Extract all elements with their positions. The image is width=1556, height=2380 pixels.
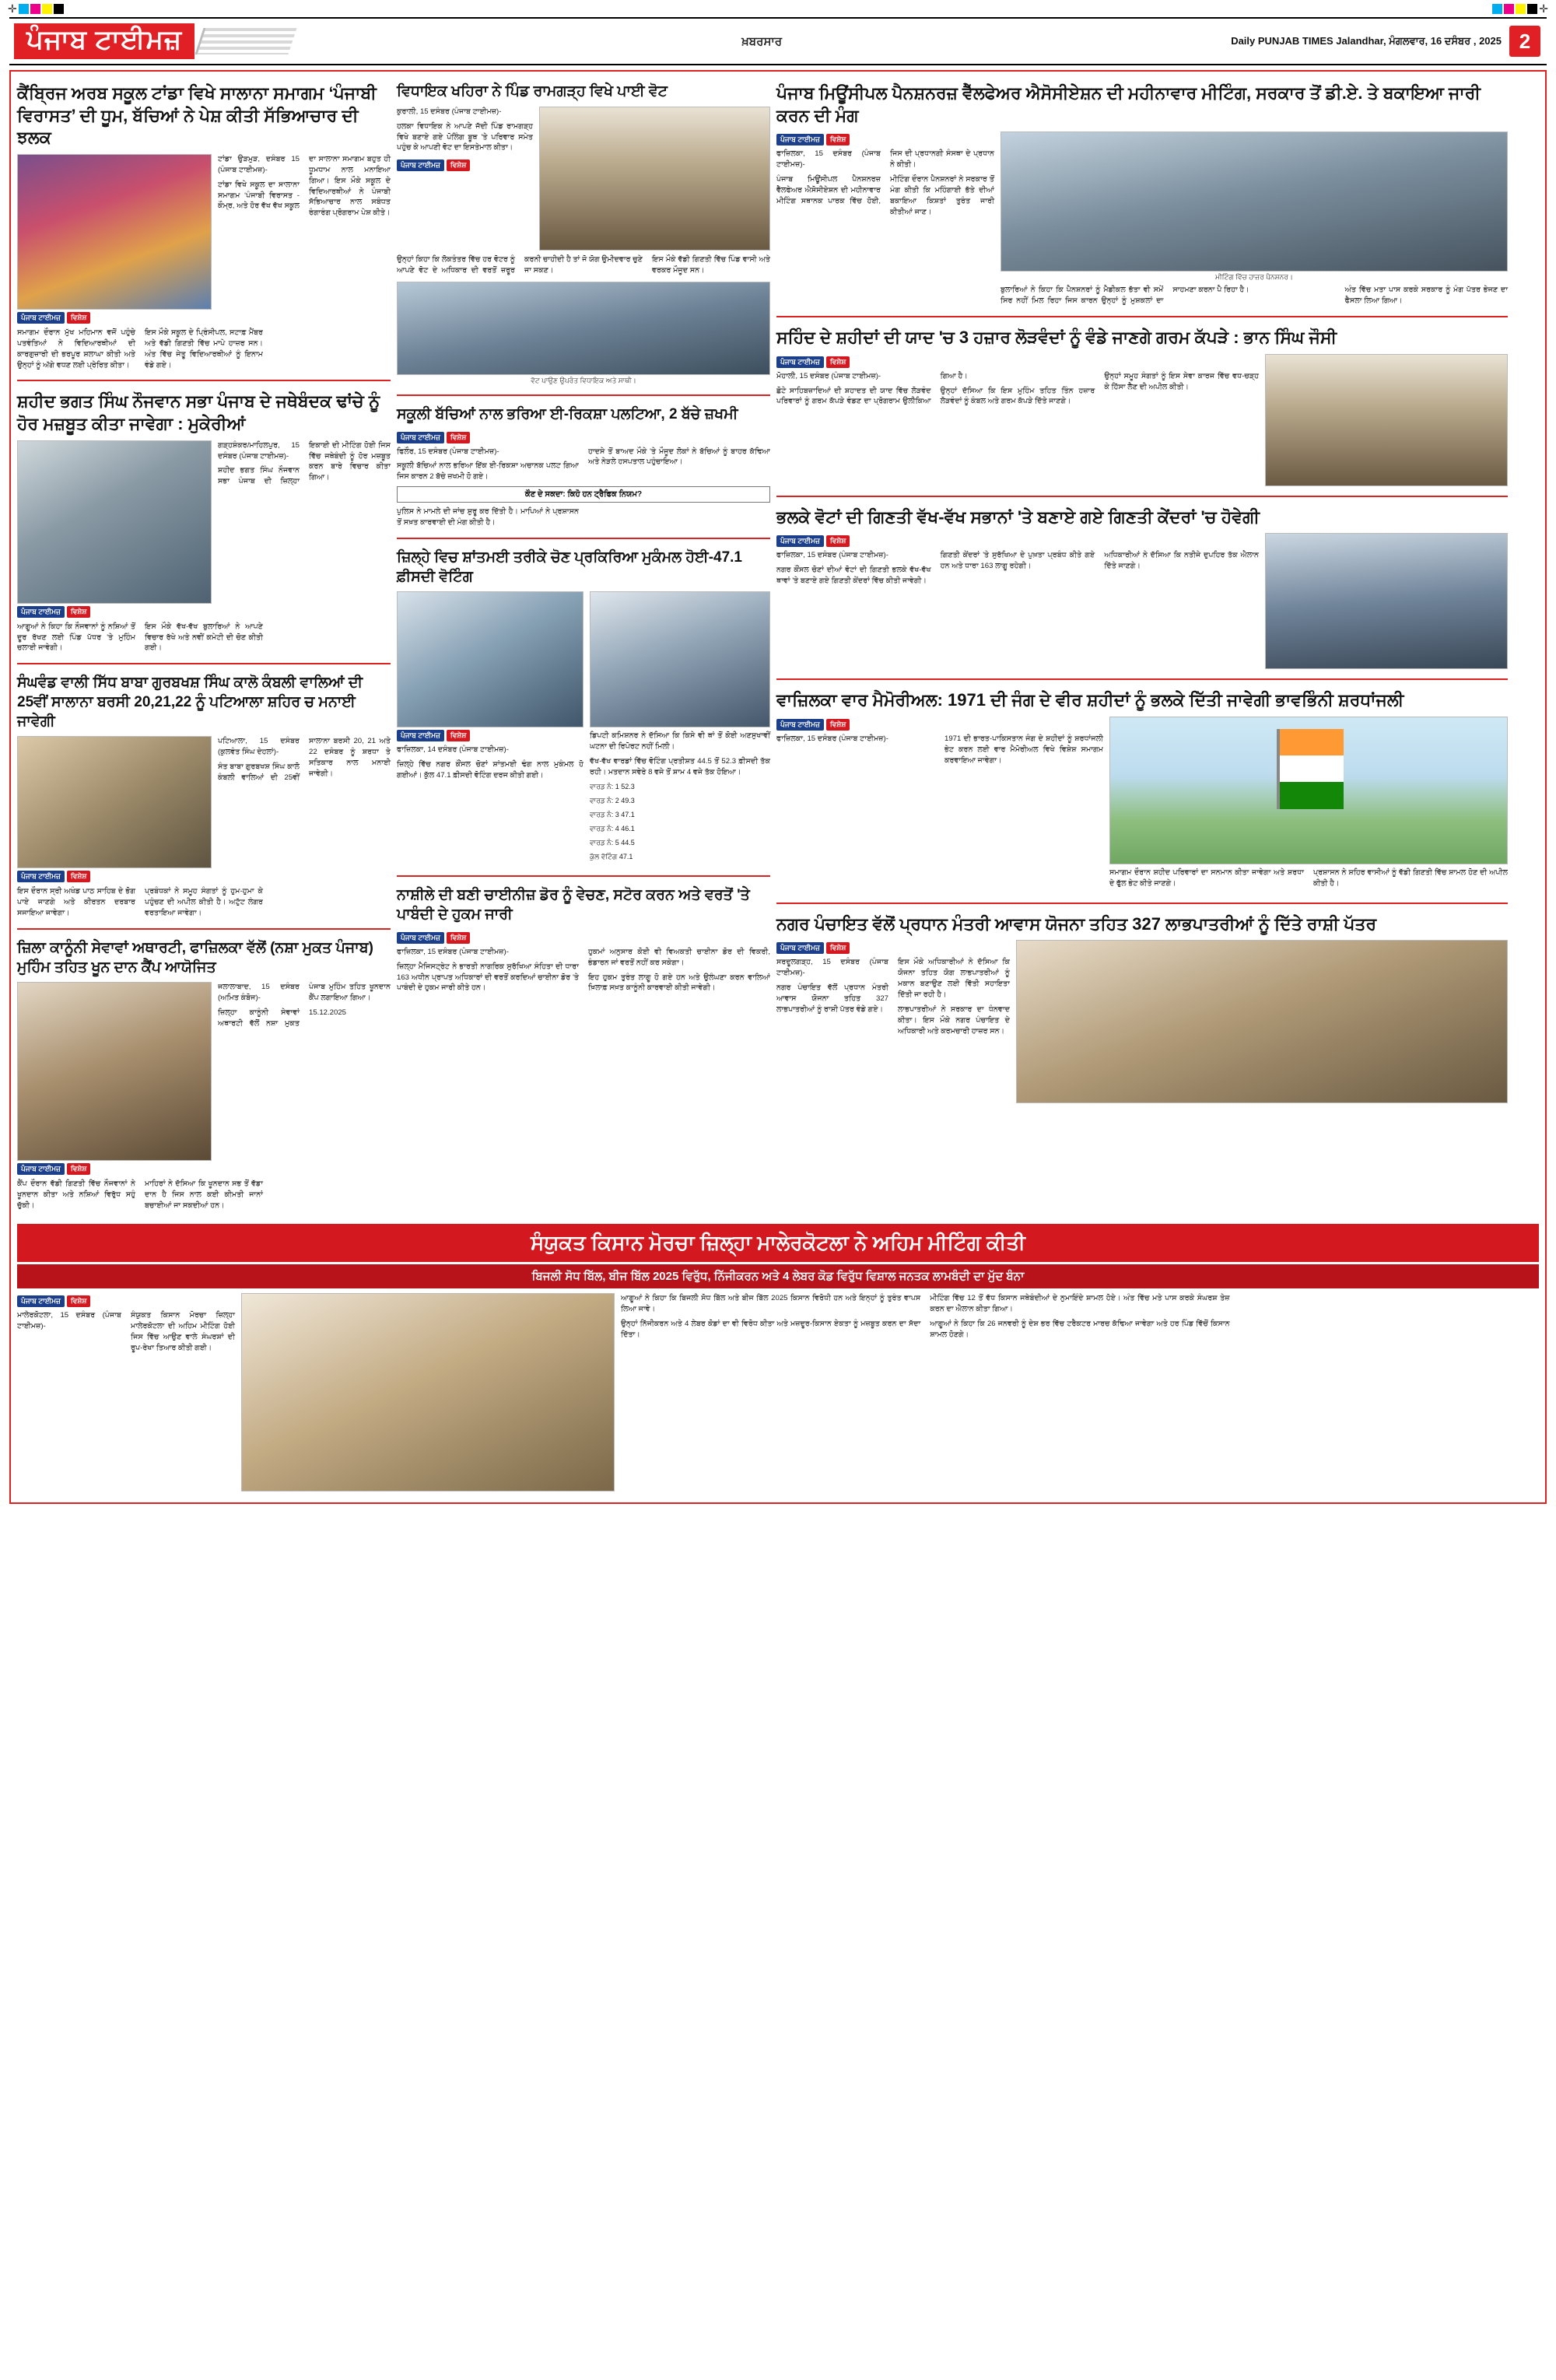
- headline: ਸਕੂਲੀ ਬੱਚਿਆਂ ਨਾਲ ਭਰਿਆ ਈ-ਰਿਕਸ਼ਾ ਪਲਟਿਆ, 2 ਬੱਚੇ ਜ਼ਖਮੀ: [397, 405, 738, 422]
- dateline: ਫਾਜ਼ਿਲਕਾ, 15 ਦਸੰਬਰ (ਪੰਜਾਬ ਟਾਈਮਜ਼)-: [776, 551, 888, 560]
- divider: [17, 380, 391, 381]
- article-body-continued: [590, 731, 770, 778]
- article-body: [218, 154, 391, 324]
- body-paragraph: ਇਸ ਮੌਕੇ ਸਕੂਲ ਦੇ ਪ੍ਰਿੰਸੀਪਲ, ਸਟਾਫ਼ ਮੈਂਬਰ ਅਤੇ ਵੱਡੀ ਗਿਣਤੀ ਵਿੱਚ ਮਾਪੇ ਹਾਜ਼ਰ ਸਨ। ਅੰਤ ਵਿੱਚ ਜੇਤੂ ਵਿਦਿਆਰਥੀਆਂ ਨੂੰ ਇਨਾਮ ਵੰਡੇ ਗਏ।: [145, 328, 263, 370]
- divider: [17, 928, 391, 930]
- yellow-swatch-icon: [1516, 4, 1526, 14]
- article-sandhwand-barsi: [17, 669, 391, 924]
- article-photo: [17, 982, 212, 1161]
- body-paragraph: ਬੁਲਾਰਿਆਂ ਨੇ ਕਿਹਾ ਕਿ ਪੈਨਸ਼ਨਰਾਂ ਨੂੰ ਮੈਡੀਕਲ ਭੱਤਾ ਵੀ ਸਮੇਂ ਸਿਰ ਨਹੀਂ ਮਿਲ ਰਿਹਾ ਜਿਸ ਕਾਰਨ ਉਨ੍ਹਾਂ ਨੂੰ ਮੁਸ਼ਕਲਾਂ ਦਾ ਸਾਹਮਣਾ ਕਰਨਾ ਪੈ ਰਿਹਾ ਹੈ।: [1001, 286, 1249, 306]
- dateline: ਜਲਾਲਾਬਾਦ, 15 ਦਸੰਬਰ (ਅਮਿਤ ਕੰਬੋਜ)-: [218, 983, 300, 1003]
- dateline: ਫਿਲੌਰ, 15 ਦਸੰਬਰ (ਪੰਜਾਬ ਟਾਈਮਜ਼)-: [397, 447, 499, 456]
- article-erickshaw-accident: [397, 401, 770, 533]
- body-paragraph: ਪੰਜਾਬ ਮਿਊਂਸੀਪਲ ਪੈਨਸ਼ਨਰਜ਼ ਵੈੱਲਫੇਅਰ ਐਸੋਸੀਏਸ਼ਨ ਦੀ ਮਹੀਨਾਵਾਰ ਮੀਟਿੰਗ ਸਥਾਨਕ ਪਾਰਕ ਵਿੱਚ ਹੋਈ, ਜਿਸ ਦੀ ਪ੍ਰਧਾਨਗੀ ਸੰਸਥਾ ਦੇ ਪ੍ਰਧਾਨ ਨੇ ਕੀਤੀ।: [776, 149, 994, 205]
- stat-row: [590, 810, 770, 820]
- stat-value: 49.3: [621, 797, 635, 805]
- credit-badge-paper: ਪੰਜਾਬ ਟਾਈਮਜ਼: [17, 1163, 65, 1175]
- article-photo-flag: [1109, 717, 1508, 864]
- article-body: [776, 734, 1103, 766]
- photo-credit: [397, 730, 470, 741]
- article-body-continued: [17, 886, 391, 919]
- dateline: ਮੋਹਾਲੀ, 15 ਦਸੰਬਰ (ਪੰਜਾਬ ਟਾਈਮਜ਼)-: [776, 371, 881, 380]
- article-body-continued: [397, 506, 770, 528]
- headline: ਜ਼ਿਲਾ ਕਾਨੂੰਨੀ ਸੇਵਾਵਾਂ ਅਥਾਰਟੀ, ਫਾਜ਼ਿਲਕਾ ਵੱਲੋਂ (ਨਸ਼ਾ ਮੁਕਤ ਪੰਜਾਬ) ਮੁਹਿੰਮ ਤਹਿਤ ਖੂਨ ਦਾਨ ਕੈਂਪ ਆਯੋਜਿਤ: [17, 940, 373, 976]
- photo-credit: [17, 1163, 90, 1175]
- credit-badge-special: ਵਿਸ਼ੇਸ਼: [67, 312, 91, 324]
- cyan-swatch-icon: [19, 4, 29, 14]
- photo-credit: [17, 312, 90, 324]
- article-warm-clothes-distribution: [776, 322, 1508, 491]
- black-swatch-icon: [1527, 4, 1537, 14]
- article-body: [776, 957, 1010, 1036]
- credit-badge-paper: ਪੰਜਾਬ ਟਾਈਮਜ਼: [397, 730, 444, 741]
- credit-badge-special: ਵਿਸ਼ੇਸ਼: [67, 871, 91, 882]
- stat-label: ਵਾਰਡ ਨੰ: 2: [590, 797, 619, 805]
- feature-subbanner: ਬਿਜਲੀ ਸੋਧ ਬਿੱਲ, ਬੀਜ ਬਿੱਲ 2025 ਵਿਰੁੱਧ, ਨਿੱਜੀਕਰਨ ਅਤੇ 4 ਲੇਬਰ ਕੋਡ ਵਿਰੁੱਧ ਵਿਸ਼ਾਲ ਜਨਤਕ ਲਾਮਬੰਦੀ ਦਾ ਮੁੱਦ ਬੰਨਾ: [17, 1264, 1539, 1289]
- article-mla-vote: [397, 78, 770, 390]
- body-paragraph: ਲਾਭਪਾਤਰੀਆਂ ਨੇ ਸਰਕਾਰ ਦਾ ਧੰਨਵਾਦ ਕੀਤਾ। ਇਸ ਮੌਕੇ ਨਗਰ ਪੰਚਾਇਤ ਦੇ ਅਧਿਕਾਰੀ ਅਤੇ ਕਰਮਚਾਰੀ ਹਾਜ਼ਰ ਸਨ।: [898, 1004, 1010, 1036]
- body-paragraph: ਮੀਟਿੰਗ ਵਿੱਚ 12 ਤੋਂ ਵੱਧ ਕਿਸਾਨ ਜਥੇਬੰਦੀਆਂ ਦੇ ਨੁਮਾਇੰਦੇ ਸ਼ਾਮਲ ਹੋਏ। ਅੰਤ ਵਿੱਚ ਮਤੇ ਪਾਸ ਕਰਕੇ ਸੰਘਰਸ਼ ਤੇਜ਼ ਕਰਨ ਦਾ ਐਲਾਨ ਕੀਤਾ ਗਿਆ।: [930, 1294, 1230, 1314]
- body-paragraph: ਇਸ ਮੌਕੇ ਵੱਖ-ਵੱਖ ਬੁਲਾਰਿਆਂ ਨੇ ਆਪਣੇ ਵਿਚਾਰ ਰੱਖੇ ਅਤੇ ਨਵੀਂ ਕਮੇਟੀ ਦੀ ਚੋਣ ਕੀਤੀ ਗਈ।: [145, 622, 263, 653]
- headline: ਵਾਜ਼ਿਲਕਾ ਵਾਰ ਮੈਮੋਰੀਅਲ: 1971 ਦੀ ਜੰਗ ਦੇ ਵੀਰ ਸ਼ਹੀਦਾਂ ਨੂੰ ਭਲਕੇ ਦਿੱਤੀ ਜਾਵੇਗੀ ਭਾਵਭਿੰਨੀ ਸ਼ਰਧਾਂਜਲੀ: [776, 690, 1404, 710]
- body-paragraph: ਹਾਦਸੇ ਤੋਂ ਬਾਅਦ ਮੌਕੇ 'ਤੇ ਮੌਜੂਦ ਲੋਕਾਂ ਨੇ ਬੱਚਿਆਂ ਨੂੰ ਬਾਹਰ ਕੱਢਿਆ ਅਤੇ ਨੇੜਲੇ ਹਸਪਤਾਲ ਪਹੁੰਚਾਇਆ।: [588, 447, 770, 467]
- photo-credit: [397, 932, 470, 944]
- article-photo: [1265, 354, 1508, 486]
- credit-badge-paper: ਪੰਜਾਬ ਟਾਈਮਜ਼: [17, 1295, 65, 1307]
- credit-badge-special: ਵਿਸ਼ੇਸ਼: [447, 730, 471, 741]
- photo-credit: [776, 356, 850, 368]
- body-paragraph: ਜ਼ਿਲ੍ਹਾ ਮੈਜਿਸਟ੍ਰੇਟ ਨੇ ਭਾਰਤੀ ਨਾਗਰਿਕ ਸੁਰੱਖਿਆ ਸੰਹਿਤਾ ਦੀ ਧਾਰਾ 163 ਅਧੀਨ ਪ੍ਰਾਪਤ ਅਧਿਕਾਰਾਂ ਦੀ ਵਰਤੋਂ ਕਰਦਿਆਂ ਚਾਈਨਾ ਡੋਰ 'ਤੇ ਪਾਬੰਦੀ ਦੇ ਹੁਕਮ ਜਾਰੀ ਕੀਤੇ ਹਨ।: [397, 962, 579, 993]
- divider: [397, 538, 770, 539]
- body-paragraph: ਜ਼ਿਲ੍ਹਾ ਕਾਨੂੰਨੀ ਸੇਵਾਵਾਂ ਅਥਾਰਟੀ ਵੱਲੋਂ ਨਸ਼ਾ ਮੁਕਤ ਪੰਜਾਬ ਮੁਹਿੰਮ ਤਹਿਤ ਖੂਨਦਾਨ ਕੈਂਪ ਲਗਾਇਆ ਗਿਆ।: [218, 983, 391, 1029]
- credit-badge-special: ਵਿਸ਼ੇਸ਼: [67, 606, 91, 618]
- divider: [17, 663, 391, 664]
- stat-value: 44.5: [621, 839, 635, 847]
- body-paragraph: ਨਗਰ ਪੰਚਾਇਤ ਵੱਲੋਂ ਪ੍ਰਧਾਨ ਮੰਤਰੀ ਆਵਾਸ ਯੋਜਨਾ ਤਹਿਤ 327 ਲਾਭਪਾਤਰੀਆਂ ਨੂੰ ਰਾਸ਼ੀ ਪੱਤਰ ਵੰਡੇ ਗਏ।: [776, 983, 888, 1014]
- article-body: [776, 550, 1259, 587]
- body-paragraph: ਉਨ੍ਹਾਂ ਨਿੱਜੀਕਰਨ ਅਤੇ 4 ਲੇਬਰ ਕੋਡਾਂ ਦਾ ਵੀ ਵਿਰੋਧ ਕੀਤਾ ਅਤੇ ਮਜ਼ਦੂਰ-ਕਿਸਾਨ ਏਕਤਾ ਨੂੰ ਮਜ਼ਬੂਤ ਕਰਨ ਦਾ ਸੱਦਾ ਦਿੱਤਾ।: [621, 1320, 921, 1339]
- headline: ਜ਼ਿਲ੍ਹੇ ਵਿਚ ਸ਼ਾਂਤਮਈ ਤਰੀਕੇ ਚੋਣ ਪ੍ਰਕਿਰਿਆ ਮੁਕੰਮਲ ਹੋਈ-47.1 ਫ਼ੀਸਦੀ ਵੋਟਿੰਗ: [397, 549, 742, 585]
- credit-badge-special: ਵਿਸ਼ੇਸ਼: [67, 1295, 91, 1307]
- credit-badge-special: ਵਿਸ਼ੇਸ਼: [826, 942, 850, 954]
- body-paragraph: ਟਾਂਡਾ ਵਿਖੇ ਸਕੂਲ ਦਾ ਸਾਲਾਨਾ ਸਮਾਗਮ ‘ਪੰਜਾਬੀ ਵਿਰਾਸਤ - ਕੌਮ੍ਰ, ਅਤੇ ਹੋਰ ਵੱਖ ਵੱਖ ਸਕੂਲ ਦਾ ਸਾਲਾਨਾ ਸਮਾਗਮ ਬਹੁਤ ਹੀ ਧੂਮਧਾਮ ਨਾਲ ਮਨਾਇਆ ਗਿਆ। ਇਸ ਮੌਕੇ ਸਕੂਲ ਦੇ ਵਿਦਿਆਰਥੀਆਂ ਨੇ ਪੰਜਾਬੀ ਸੱਭਿਆਚਾਰ ਨਾਲ ਸਬੰਧਤ ਰੰਗਾਰੰਗ ਪ੍ਰੋਗਰਾਮ ਪੇਸ਼ ਕੀਤੇ।: [218, 154, 391, 218]
- page-number: 2: [1509, 26, 1540, 57]
- headline: ਨਾਸ਼ੀਲੇ ਦੀ ਬਣੀ ਚਾਈਨੀਜ਼ ਡੋਰ ਨੂੰ ਵੇਚਣ, ਸਟੋਰ ਕਰਨ ਅਤੇ ਵਰਤੋਂ 'ਤੇ ਪਾਬੰਦੀ ਦੇ ਹੁਕਮ ਜਾਰੀ: [397, 887, 750, 924]
- article-body: [397, 107, 533, 154]
- stat-label: ਕੁੱਲ ਵੋਟਿੰਗ: [590, 853, 618, 861]
- page-grid: [17, 78, 1539, 1216]
- credit-badge-special: ਵਿਸ਼ੇਸ਼: [447, 932, 471, 944]
- body-paragraph: ਮਾਹਿਰਾਂ ਨੇ ਦੱਸਿਆ ਕਿ ਖੂਨਦਾਨ ਸਭ ਤੋਂ ਵੱਡਾ ਦਾਨ ਹੈ ਜਿਸ ਨਾਲ ਕਈ ਕੀਮਤੀ ਜਾਨਾਂ ਬਚਾਈਆਂ ਜਾ ਸਕਦੀਆਂ ਹਨ।: [145, 1179, 263, 1211]
- page-frame: [9, 70, 1547, 1504]
- section-title: ਖ਼ਬਰਸਾਰ: [741, 34, 783, 48]
- stat-row: [590, 824, 770, 834]
- divider: [776, 316, 1508, 317]
- body-paragraph: ਪ੍ਰਬੰਧਕਾਂ ਨੇ ਸਮੂਹ ਸੰਗਤਾਂ ਨੂੰ ਹੁਮ-ਹੁਮਾ ਕੇ ਪਹੁੰਚਣ ਦੀ ਅਪੀਲ ਕੀਤੀ ਹੈ। ਅਟੁੱਟ ਲੰਗਰ ਵਰਤਾਇਆ ਜਾਵੇਗਾ।: [145, 887, 263, 918]
- stat-row: [590, 838, 770, 848]
- body-paragraph: ਇਸ ਮੌਕੇ ਵੱਡੀ ਗਿਣਤੀ ਵਿੱਚ ਪਿੰਡ ਵਾਸੀ ਅਤੇ ਵਰਕਰ ਮੌਜੂਦ ਸਨ।: [652, 254, 770, 275]
- body-paragraph: ਆਗੂਆਂ ਨੇ ਕਿਹਾ ਕਿ ਬਿਜਲੀ ਸੋਧ ਬਿੱਲ ਅਤੇ ਬੀਜ ਬਿੱਲ 2025 ਕਿਸਾਨ ਵਿਰੋਧੀ ਹਨ ਅਤੇ ਇਨ੍ਹਾਂ ਨੂੰ ਤੁਰੰਤ ਵਾਪਸ ਲਿਆ ਜਾਵੇ।: [621, 1294, 921, 1314]
- credit-badge-special: ਵਿਸ਼ੇਸ਼: [826, 535, 850, 547]
- article-photo: [1001, 131, 1508, 272]
- credit-badge-paper: ਪੰਜਾਬ ਟਾਈਮਜ਼: [17, 606, 65, 618]
- note-date: 15.12.2025: [309, 1008, 347, 1018]
- article-body: [776, 371, 1259, 408]
- article-photo: [17, 736, 212, 868]
- photo-credit: [776, 719, 850, 731]
- headline: ਨਗਰ ਪੰਚਾਇਤ ਵੱਲੋਂ ਪ੍ਰਧਾਨ ਮੰਤਰੀ ਆਵਾਸ ਯੋਜਨਾ ਤਹਿਤ 327 ਲਾਭਪਾਤਰੀਆਂ ਨੂੰ ਦਿੱਤੇ ਰਾਸ਼ੀ ਪੱਤਰ: [776, 913, 1377, 934]
- article-pm-awas-yojana: [776, 909, 1508, 1109]
- divider: [397, 875, 770, 877]
- column-right: [776, 78, 1508, 1216]
- credit-badge-paper: ਪੰਜਾਬ ਟਾਈਮਜ਼: [776, 942, 824, 954]
- article-body: [397, 947, 770, 998]
- article-photo: [397, 591, 584, 727]
- stat-row: [590, 796, 770, 806]
- article-body-continued: [397, 254, 770, 279]
- photo-credit: [776, 134, 850, 145]
- article-body: [17, 1310, 235, 1354]
- registration-cross-icon: ✛: [1539, 2, 1548, 15]
- article-photo: [17, 440, 212, 604]
- dateline: ਸਰਦੂਲਗੜ੍ਹ, 15 ਦਸੰਬਰ (ਪੰਜਾਬ ਟਾਈਮਜ਼)-: [776, 958, 888, 978]
- article-shaheed-bhagat-singh: [17, 386, 391, 658]
- article-kisan-morcha: [17, 1221, 1539, 1496]
- body-paragraph: ਸਮਾਗਮ ਦੌਰਾਨ ਮੁੱਖ ਮਹਿਮਾਨ ਵਜੋਂ ਪਹੁੰਚੇ ਪਤਵੰਤਿਆਂ ਨੇ ਵਿਦਿਆਰਥੀਆਂ ਦੀ ਕਾਰਗੁਜ਼ਾਰੀ ਦੀ ਭਰਪੂਰ ਸ਼ਲਾਘਾ ਕੀਤੀ ਅਤੇ ਉਨ੍ਹਾਂ ਨੂੰ ਅੱਗੇ ਵਧਣ ਲਈ ਪ੍ਰੇਰਿਤ ਕੀਤਾ।: [17, 328, 135, 370]
- divider: [776, 903, 1508, 904]
- headline: ਕੈਂਬ੍ਰਿਜ ਅਰਬ ਸਕੂਲ ਟਾਂਡਾ ਵਿਖੇ ਸਾਲਾਨਾ ਸਮਾਗਮ ‘ਪੰਜਾਬੀ ਵਿਰਾਸਤ’ ਦੀ ਧੂਮ, ਬੱਚਿਆਂ ਨੇ ਪੇਸ਼ ਕੀਤੀ ਸੱਭਿਆਚਾਰ ਦੀ ਝਲਕ: [17, 83, 377, 148]
- article-war-memorial-1971: [776, 685, 1508, 897]
- stat-value: 52.3: [621, 783, 635, 791]
- article-photo: [17, 154, 212, 310]
- body-paragraph: ਡਿਪਟੀ ਕਮਿਸ਼ਨਰ ਨੇ ਦੱਸਿਆ ਕਿ ਕਿਸੇ ਵੀ ਥਾਂ ਤੋਂ ਕੋਈ ਅਣਸੁਖਾਵੀਂ ਘਟਨਾ ਦੀ ਰਿਪੋਰਟ ਨਹੀਂ ਮਿਲੀ।: [590, 731, 770, 752]
- body-paragraph: ਸਕੂਲੀ ਬੱਚਿਆਂ ਨਾਲ ਭਰਿਆ ਇੱਕ ਈ-ਰਿਕਸ਼ਾ ਅਚਾਨਕ ਪਲਟ ਗਿਆ ਜਿਸ ਕਾਰਨ 2 ਬੱਚੇ ਜ਼ਖਮੀ ਹੋ ਗਏ।: [397, 461, 579, 482]
- article-body-continued: [621, 1293, 1539, 1491]
- article-body: [218, 736, 391, 882]
- stat-label: ਵਾਰਡ ਨੰ: 5: [590, 839, 619, 847]
- headline: ਵਿਧਾਇਕ ਖਹਿਰਾ ਨੇ ਪਿੰਡ ਰਾਮਗੜ੍ਹ ਵਿਖੇ ਪਾਈ ਵੋਟ: [397, 83, 668, 100]
- article-body: [218, 982, 391, 1175]
- credit-badge-paper: ਪੰਜਾਬ ਟਾਈਮਜ਼: [776, 356, 824, 368]
- dateline: ਫਾਜ਼ਿਲਕਾ, 15 ਦਸੰਬਰ (ਪੰਜਾਬ ਟਾਈਮਜ਼)-: [776, 149, 881, 170]
- dateline: ਗੜ੍ਹਸ਼ੰਕਰ/ਮਾਹਿਲਪੁਰ, 15 ਦਸੰਬਰ (ਪੰਜਾਬ ਟਾਈਮਜ਼)-: [218, 440, 300, 461]
- article-body: [776, 149, 994, 217]
- photo-credit: [776, 942, 850, 954]
- body-paragraph: ਅੰਤ ਵਿੱਚ ਮਤਾ ਪਾਸ ਕਰਕੇ ਸਰਕਾਰ ਨੂੰ ਮੰਗ ਪੱਤਰ ਭੇਜਣ ਦਾ ਫੈਸਲਾ ਲਿਆ ਗਿਆ।: [1344, 286, 1508, 306]
- dateline: ਫਾਜ਼ਿਲਕਾ, 14 ਦਸੰਬਰ (ਪੰਜਾਬ ਟਾਈਮਜ਼)-: [397, 745, 509, 755]
- article-photo: [1265, 533, 1508, 669]
- photo-credit: [397, 432, 470, 443]
- newspaper-logo: ਪੰਜਾਬ ਟਾਈਮਜ਼: [14, 23, 194, 59]
- pull-quote: ਕੌਣ ਦੇ ਸਕਦਾ: ਕਿਹੋ ਹਨ ਟ੍ਰੈਫਿਕ ਨਿਯਮ?: [397, 486, 770, 503]
- credit-badge-special: ਵਿਸ਼ੇਸ਼: [826, 134, 850, 145]
- body-paragraph: ਮੀਟਿੰਗ ਦੌਰਾਨ ਪੈਨਸ਼ਨਰਾਂ ਨੇ ਸਰਕਾਰ ਤੋਂ ਮੰਗ ਕੀਤੀ ਕਿ ਮਹਿੰਗਾਈ ਭੱਤੇ ਦੀਆਂ ਬਕਾਇਆ ਕਿਸ਼ਤਾਂ ਤੁਰੰਤ ਜਾਰੀ ਕੀਤੀਆਂ ਜਾਣ।: [890, 175, 994, 216]
- dateline: ਫਾਜ਼ਿਲਕਾ, 15 ਦਸੰਬਰ (ਪੰਜਾਬ ਟਾਈਮਜ਼)-: [776, 734, 888, 743]
- body-paragraph: ਹਲਕਾ ਵਿਧਾਇਕ ਨੇ ਆਪਣੇ ਜੱਦੀ ਪਿੰਡ ਰਾਮਗੜ੍ਹ ਵਿਖੇ ਬਣਾਏ ਗਏ ਪੋਲਿੰਗ ਬੂਥ 'ਤੇ ਪਰਿਵਾਰ ਸਮੇਤ ਪਹੁੰਚ ਕੇ ਆਪਣੀ ਵੋਟ ਦਾ ਇਸਤੇਮਾਲ ਕੀਤਾ।: [397, 121, 533, 152]
- photo-credit: [17, 871, 90, 882]
- stat-row: [590, 852, 770, 862]
- dateline: ਕੁਰਾਲੀ, 15 ਦਸੰਬਰ (ਪੰਜਾਬ ਟਾਈਮਜ਼)-: [397, 107, 502, 116]
- column-middle: [397, 78, 770, 1216]
- ward-stats-list: [590, 782, 770, 862]
- headline: ਸੰਘਵੰਡ ਵਾਲੀ ਸਿੱਧ ਬਾਬਾ ਗੁਰਬਖਸ਼ ਸਿੰਘ ਕਾਲੋ ਕੰਬਲੀ ਵਾਲਿਆਂ ਦੀ 25ਵੀਂ ਸਾਲਾਨਾ ਬਰਸੀ 20,21,22 ਨੂੰ ਪਟਿਆਲਾ ਸ਼ਹਿਰ ਚ ਮਨਾਈ ਜਾਵੇਗੀ: [17, 675, 363, 730]
- article-photo: [1016, 940, 1508, 1103]
- photo-credit: [397, 159, 470, 171]
- body-paragraph: ਛੋਟੇ ਸਾਹਿਬਜ਼ਾਦਿਆਂ ਦੀ ਸ਼ਹਾਦਤ ਦੀ ਯਾਦ ਵਿੱਚ ਲੋੜਵੰਦ ਪਰਿਵਾਰਾਂ ਨੂੰ ਗਰਮ ਕੱਪੜੇ ਵੰਡਣ ਦਾ ਪ੍ਰੋਗਰਾਮ ਉਲੀਕਿਆ ਗਿਆ ਹੈ।: [776, 371, 968, 406]
- headline: ਪੰਜਾਬ ਮਿਊਂਸੀਪਲ ਪੈਨਸ਼ਨਰਜ਼ ਵੈੱਲਫੇਅਰ ਐਸੋਸੀਏਸ਼ਨ ਦੀ ਮਹੀਨਾਵਾਰ ਮੀਟਿੰਗ, ਸਰਕਾਰ ਤੋਂ ਡੀ.ਏ. ਤੇ ਬਕਾਇਆ ਜਾਰੀ ਕਰਨ ਦੀ ਮੰਗ: [776, 83, 1481, 125]
- yellow-swatch-icon: [42, 4, 52, 14]
- body-paragraph: ਉਨ੍ਹਾਂ ਕਿਹਾ ਕਿ ਲੋਕਤੰਤਰ ਵਿੱਚ ਹਰ ਵੋਟਰ ਨੂੰ ਆਪਣੇ ਵੋਟ ਦੇ ਅਧਿਕਾਰ ਦੀ ਵਰਤੋਂ ਜ਼ਰੂਰ ਕਰਨੀ ਚਾਹੀਦੀ ਹੈ ਤਾਂ ਜੋ ਯੋਗ ਉਮੀਦਵਾਰ ਚੁਣੇ ਜਾ ਸਕਣ।: [397, 254, 643, 275]
- credit-badge-special: ਵਿਸ਼ੇਸ਼: [447, 432, 471, 443]
- body-paragraph: ਉਨ੍ਹਾਂ ਸਮੂਹ ਸੰਗਤਾਂ ਨੂੰ ਇਸ ਸੇਵਾ ਕਾਰਜ ਵਿੱਚ ਵਧ-ਚੜ੍ਹ ਕੇ ਹਿੱਸਾ ਲੈਣ ਦੀ ਅਪੀਲ ਕੀਤੀ।: [1104, 371, 1259, 391]
- body-paragraph: ਗਿਣਤੀ ਕੇਂਦਰਾਂ 'ਤੇ ਸੁਰੱਖਿਆ ਦੇ ਪੁਖ਼ਤਾ ਪ੍ਰਬੰਧ ਕੀਤੇ ਗਏ ਹਨ ਅਤੇ ਧਾਰਾ 163 ਲਾਗੂ ਰਹੇਗੀ।: [940, 551, 1095, 571]
- article-photo-secondary: [590, 591, 770, 727]
- article-blood-donation-camp: [17, 934, 391, 1216]
- photo-caption: ਮੀਟਿੰਗ ਵਿੱਚ ਹਾਜ਼ਰ ਪੈਨਸ਼ਨਰ।: [1215, 273, 1293, 282]
- body-paragraph: ਆਗੂਆਂ ਨੇ ਕਿਹਾ ਕਿ 26 ਜਨਵਰੀ ਨੂੰ ਦੇਸ਼ ਭਰ ਵਿੱਚ ਟਰੈਕਟਰ ਮਾਰਚ ਕੱਢਿਆ ਜਾਵੇਗਾ ਅਤੇ ਹਰ ਪਿੰਡ ਵਿੱਚੋਂ ਕਿਸਾਨ ਸ਼ਾਮਲ ਹੋਣਗੇ।: [930, 1320, 1230, 1339]
- body-paragraph: ਸੰਤ ਬਾਬਾ ਗੁਰਬਖਸ਼ ਸਿੰਘ ਕਾਲੋ ਕੰਬਲੀ ਵਾਲਿਆਂ ਦੀ 25ਵੀਂ ਸਾਲਾਨਾ ਬਰਸੀ 20, 21 ਅਤੇ 22 ਦਸੰਬਰ ਨੂੰ ਸ਼ਰਧਾ ਤੇ ਸਤਿਕਾਰ ਨਾਲ ਮਨਾਈ ਜਾਵੇਗੀ।: [218, 737, 391, 783]
- body-paragraph: ਕੈਂਪ ਦੌਰਾਨ ਵੱਡੀ ਗਿਣਤੀ ਵਿੱਚ ਨੌਜਵਾਨਾਂ ਨੇ ਖੂਨਦਾਨ ਕੀਤਾ ਅਤੇ ਨਸ਼ਿਆਂ ਵਿਰੁੱਧ ਸਹੁੰ ਚੁੱਕੀ।: [17, 1179, 135, 1211]
- body-paragraph: ਅਧਿਕਾਰੀਆਂ ਨੇ ਦੱਸਿਆ ਕਿ ਨਤੀਜੇ ਦੁਪਹਿਰ ਤੱਕ ਐਲਾਨ ਦਿੱਤੇ ਜਾਣਗੇ।: [1104, 551, 1259, 571]
- cmyk-marks-left: [8, 2, 64, 16]
- article-body-continued: [1001, 285, 1508, 307]
- registration-cross-icon: ✛: [8, 2, 17, 15]
- body-paragraph: ਉਨ੍ਹਾਂ ਦੱਸਿਆ ਕਿ ਇਸ ਮੁਹਿੰਮ ਤਹਿਤ ਤਿੰਨ ਹਜ਼ਾਰ ਲੋੜਵੰਦਾਂ ਨੂੰ ਕੰਬਲ ਅਤੇ ਗਰਮ ਕੱਪੜੇ ਦਿੱਤੇ ਜਾਣਗੇ।: [940, 386, 1095, 406]
- edition-line: Daily PUNJAB TIMES Jalandhar, ਮੰਗਲਵਾਰ, 16 ਦਸੰਬਰ , 2025: [1231, 35, 1502, 47]
- headline: ਭਲਕੇ ਵੋਟਾਂ ਦੀ ਗਿਣਤੀ ਵੱਖ-ਵੱਖ ਸਭਾਨਾਂ 'ਤੇ ਬਣਾਏ ਗਏ ਗਿਣਤੀ ਕੇਂਦਰਾਂ 'ਚ ਹੋਵੇਗੀ: [776, 506, 1260, 527]
- article-photo: [241, 1293, 615, 1491]
- dateline: ਫਾਜ਼ਿਲਕਾ, 15 ਦਸੰਬਰ (ਪੰਜਾਬ ਟਾਈਮਜ਼)-: [397, 947, 509, 956]
- credit-badge-special: ਵਿਸ਼ੇਸ਼: [826, 719, 850, 731]
- credit-badge-special: ਵਿਸ਼ੇਸ਼: [67, 1163, 91, 1175]
- dateline: ਪਟਿਆਲਾ, 15 ਦਸੰਬਰ (ਕੁਲਵੰਤ ਸਿੰਘ ਦੇਹਲਾਂ)-: [218, 737, 300, 757]
- body-paragraph: ਹੁਕਮਾਂ ਅਨੁਸਾਰ ਕੋਈ ਵੀ ਵਿਅਕਤੀ ਚਾਈਨਾ ਡੋਰ ਦੀ ਵਿਕਰੀ, ਭੰਡਾਰਨ ਜਾਂ ਵਰਤੋਂ ਨਹੀਂ ਕਰ ਸਕੇਗਾ।: [588, 947, 770, 967]
- dateline: ਟਾਂਡਾ ਉੜਮੁੜ, ਦਸੰਬਰ 15 (ਪੰਜਾਬ ਟਾਈਮਜ਼)-: [218, 154, 300, 174]
- credit-badge-paper: ਪੰਜਾਬ ਟਾਈਮਜ਼: [397, 932, 444, 944]
- headline: ਸਹਿੰਦ ਦੇ ਸ਼ਹੀਦਾਂ ਦੀ ਯਾਦ 'ਚ 3 ਹਜ਼ਾਰ ਲੋੜਵੰਦਾਂ ਨੂੰ ਵੰਡੇ ਜਾਣਗੇ ਗਰਮ ਕੱਪੜੇ : ਭਾਨ ਸਿੰਘ ਜੌਸੀ: [776, 328, 1337, 347]
- body-paragraph: ਸੰਯੁਕਤ ਕਿਸਾਨ ਮੋਰਚਾ ਜ਼ਿਲ੍ਹਾ ਮਾਲੇਰਕੋਟਲਾ ਦੀ ਅਹਿਮ ਮੀਟਿੰਗ ਹੋਈ ਜਿਸ ਵਿੱਚ ਆਉਣ ਵਾਲੇ ਸੰਘਰਸ਼ਾਂ ਦੀ ਰੂਪ-ਰੇਖਾ ਤਿਆਰ ਕੀਤੀ ਗਈ।: [131, 1311, 235, 1352]
- divider: [397, 394, 770, 396]
- masthead-stripes-decor: [195, 28, 297, 54]
- body-paragraph: ਆਗੂਆਂ ਨੇ ਕਿਹਾ ਕਿ ਨੌਜਵਾਨਾਂ ਨੂੰ ਨਸ਼ਿਆਂ ਤੋਂ ਦੂਰ ਰੱਖਣ ਲਈ ਪਿੰਡ ਪੱਧਰ 'ਤੇ ਮੁਹਿੰਮ ਚਲਾਈ ਜਾਵੇਗੀ।: [17, 622, 135, 653]
- body-paragraph: ਇਸ ਦੌਰਾਨ ਸ੍ਰੀ ਅਖੰਡ ਪਾਠ ਸਾਹਿਬ ਦੇ ਭੋਗ ਪਾਏ ਜਾਣਗੇ ਅਤੇ ਕੀਰਤਨ ਦਰਬਾਰ ਸਜਾਇਆ ਜਾਵੇਗਾ।: [17, 887, 135, 918]
- body-paragraph: ਸ਼ਹੀਦ ਭਗਤ ਸਿੰਘ ਨੌਜਵਾਨ ਸਭਾ ਪੰਜਾਬ ਦੀ ਜ਼ਿਲ੍ਹਾ ਇਕਾਈ ਦੀ ਮੀਟਿੰਗ ਹੋਈ ਜਿਸ ਵਿੱਚ ਜਥੇਬੰਦੀ ਨੂੰ ਹੋਰ ਮਜ਼ਬੂਤ ਕਰਨ ਬਾਰੇ ਵਿਚਾਰ ਕੀਤਾ ਗਿਆ।: [218, 440, 391, 486]
- photo-credit: [17, 606, 90, 618]
- stat-label: ਵਾਰਡ ਨੰ: 4: [590, 825, 619, 833]
- article-china-door-ban: [397, 882, 770, 1002]
- cyan-swatch-icon: [1492, 4, 1502, 14]
- article-body-continued: [17, 622, 391, 654]
- body-paragraph: ਪ੍ਰਸ਼ਾਸਨ ਨੇ ਸ਼ਹਿਰ ਵਾਸੀਆਂ ਨੂੰ ਵੱਡੀ ਗਿਣਤੀ ਵਿੱਚ ਸ਼ਾਮਲ ਹੋਣ ਦੀ ਅਪੀਲ ਕੀਤੀ ਹੈ।: [1313, 868, 1508, 888]
- body-paragraph: ਜ਼ਿਲ੍ਹੇ ਵਿੱਚ ਨਗਰ ਕੌਂਸਲ ਚੋਣਾਂ ਸ਼ਾਂਤਮਈ ਢੰਗ ਨਾਲ ਮੁਕੰਮਲ ਹੋ ਗਈਆਂ। ਕੁੱਲ 47.1 ਫ਼ੀਸਦੀ ਵੋਟਿੰਗ ਦਰਜ ਕੀਤੀ ਗਈ।: [397, 760, 584, 780]
- article-photo-secondary: [397, 282, 770, 375]
- body-paragraph: ਸਮਾਗਮ ਦੌਰਾਨ ਸ਼ਹੀਦ ਪਰਿਵਾਰਾਂ ਦਾ ਸਨਮਾਨ ਕੀਤਾ ਜਾਵੇਗਾ ਅਤੇ ਸ਼ਰਧਾ ਦੇ ਫੁੱਲ ਭੇਟ ਕੀਤੇ ਜਾਣਗੇ।: [1109, 868, 1304, 888]
- article-body: [397, 745, 584, 781]
- article-voting-percentage: [397, 544, 770, 871]
- print-registration-bar: [0, 0, 1556, 17]
- credit-badge-paper: ਪੰਜਾਬ ਟਾਈਮਜ਼: [397, 432, 444, 443]
- photo-credit: [776, 535, 850, 547]
- photo-credit: [17, 1295, 90, 1307]
- masthead: [9, 17, 1547, 65]
- divider: [776, 678, 1508, 680]
- article-municipal-pensioners: [776, 78, 1508, 311]
- stat-label: ਵਾਰਡ ਨੰ: 3: [590, 811, 619, 819]
- credit-badge-paper: ਪੰਜਾਬ ਟਾਈਮਜ਼: [776, 134, 824, 145]
- article-body: [218, 440, 391, 618]
- stat-value: 47.1: [621, 811, 635, 819]
- article-counting-centres: [776, 502, 1508, 675]
- stat-value: 47.1: [619, 853, 633, 861]
- credit-badge-special: ਵਿਸ਼ੇਸ਼: [826, 356, 850, 368]
- stat-label: ਵਾਰਡ ਨੰ: 1: [590, 783, 619, 791]
- masthead-right: [1231, 26, 1547, 57]
- body-paragraph: ਵੱਖ-ਵੱਖ ਵਾਰਡਾਂ ਵਿੱਚ ਵੋਟਿੰਗ ਪ੍ਰਤੀਸ਼ਤ 44.5 ਤੋਂ 52.3 ਫ਼ੀਸਦੀ ਤੱਕ ਰਹੀ। ਮਤਦਾਨ ਸਵੇਰੇ 8 ਵਜੇ ਤੋਂ ਸ਼ਾਮ 4 ਵਜੇ ਤੱਕ ਹੋਇਆ।: [590, 757, 770, 777]
- body-paragraph: ਇਸ ਮੌਕੇ ਅਧਿਕਾਰੀਆਂ ਨੇ ਦੱਸਿਆ ਕਿ ਯੋਜਨਾ ਤਹਿਤ ਯੋਗ ਲਾਭਪਾਤਰੀਆਂ ਨੂੰ ਮਕਾਨ ਬਣਾਉਣ ਲਈ ਵਿੱਤੀ ਸਹਾਇਤਾ ਦਿੱਤੀ ਜਾ ਰਹੀ ਹੈ।: [898, 958, 1010, 999]
- article-body-continued: [17, 328, 391, 371]
- dateline: ਮਾਲੇਰਕੋਟਲਾ, 15 ਦਸੰਬਰ (ਪੰਜਾਬ ਟਾਈਮਜ਼)-: [17, 1311, 121, 1331]
- cmyk-marks-right: [1492, 2, 1548, 16]
- body-paragraph: 1971 ਦੀ ਭਾਰਤ-ਪਾਕਿਸਤਾਨ ਜੰਗ ਦੇ ਸ਼ਹੀਦਾਂ ਨੂੰ ਸ਼ਰਧਾਂਜਲੀ ਭੇਟ ਕਰਨ ਲਈ ਵਾਰ ਮੈਮੋਰੀਅਲ ਵਿਖੇ ਵਿਸ਼ੇਸ਼ ਸਮਾਗਮ ਕਰਵਾਇਆ ਜਾਵੇਗਾ।: [944, 734, 1103, 765]
- credit-badge-special: ਵਿਸ਼ੇਸ਼: [447, 159, 471, 171]
- credit-badge-paper: ਪੰਜਾਬ ਟਾਈਮਜ਼: [17, 312, 65, 324]
- stat-row: [590, 782, 770, 792]
- article-cambridge-school: [17, 78, 391, 375]
- article-photo: [539, 107, 770, 251]
- black-swatch-icon: [54, 4, 64, 14]
- column-left: [17, 78, 391, 1216]
- magenta-swatch-icon: [30, 4, 40, 14]
- article-body-continued: [1109, 868, 1508, 893]
- article-body-continued: [17, 1179, 391, 1211]
- magenta-swatch-icon: [1504, 4, 1514, 14]
- credit-badge-paper: ਪੰਜਾਬ ਟਾਈਮਜ਼: [397, 159, 444, 171]
- body-paragraph: ਇਹ ਹੁਕਮ ਤੁਰੰਤ ਲਾਗੂ ਹੋ ਗਏ ਹਨ ਅਤੇ ਉਲੰਘਣਾ ਕਰਨ ਵਾਲਿਆਂ ਖ਼ਿਲਾਫ਼ ਸਖ਼ਤ ਕਾਨੂੰਨੀ ਕਾਰਵਾਈ ਕੀਤੀ ਜਾਵੇਗੀ।: [588, 973, 770, 993]
- credit-badge-paper: ਪੰਜਾਬ ਟਾਈਮਜ਼: [776, 535, 824, 547]
- photo-caption: ਵੋਟ ਪਾਉਣ ਉਪਰੰਤ ਵਿਧਾਇਕ ਅਤੇ ਸਾਥੀ।: [531, 376, 636, 384]
- divider: [776, 496, 1508, 497]
- body-paragraph: ਨਗਰ ਕੌਂਸਲ ਚੋਣਾਂ ਦੀਆਂ ਵੋਟਾਂ ਦੀ ਗਿਣਤੀ ਭਲਕੇ ਵੱਖ-ਵੱਖ ਥਾਵਾਂ 'ਤੇ ਬਣਾਏ ਗਏ ਗਿਣਤੀ ਕੇਂਦਰਾਂ ਵਿੱਚ ਕੀਤੀ ਜਾਵੇਗੀ।: [776, 566, 931, 585]
- body-paragraph: ਪੁਲਿਸ ਨੇ ਮਾਮਲੇ ਦੀ ਜਾਂਚ ਸ਼ੁਰੂ ਕਰ ਦਿੱਤੀ ਹੈ। ਮਾਪਿਆਂ ਨੇ ਪ੍ਰਸ਼ਾਸਨ ਤੋਂ ਸਖ਼ਤ ਕਾਰਵਾਈ ਦੀ ਮੰਗ ਕੀਤੀ ਹੈ।: [397, 507, 579, 528]
- article-body: [397, 447, 770, 483]
- credit-badge-paper: ਪੰਜਾਬ ਟਾਈਮਜ਼: [17, 871, 65, 882]
- credit-badge-paper: ਪੰਜਾਬ ਟਾਈਮਜ਼: [776, 719, 824, 731]
- headline: ਸ਼ਹੀਦ ਭਗਤ ਸਿੰਘ ਨੌਜਵਾਨ ਸਭਾ ਪੰਜਾਬ ਦੇ ਜਥੇਬੰਦਕ ਢਾਂਚੇ ਨੂੰ ਹੋਰ ਮਜ਼ਬੂਤ ਕੀਤਾ ਜਾਵੇਗਾ : ਮੁਕੇਰੀਆਂ: [17, 391, 380, 433]
- feature-banner: ਸੰਯੁਕਤ ਕਿਸਾਨ ਮੋਰਚਾ ਜ਼ਿਲ੍ਹਾ ਮਾਲੇਰਕੋਟਲਾ ਨੇ ਅਹਿਮ ਮੀਟਿੰਗ ਕੀਤੀ: [17, 1224, 1539, 1262]
- stat-value: 46.1: [621, 825, 635, 833]
